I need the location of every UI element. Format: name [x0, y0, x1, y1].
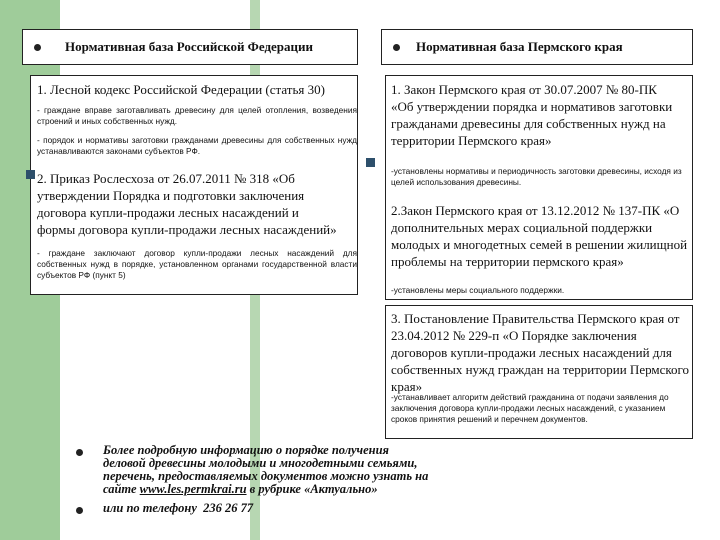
federal-item1-title: 1. Лесной кодекс Российской Федерации (статья 30): [37, 82, 325, 97]
bullet-icon: [34, 44, 41, 51]
bullet-icon: [76, 507, 83, 514]
footer-line4-prefix: сайте: [103, 482, 140, 496]
footer-info: [103, 444, 473, 496]
footer-line3: перечень, предоставляемых документов можно узнать на: [103, 469, 429, 483]
connector-square: [366, 158, 375, 167]
federal-header: Нормативная база Российской Федерации: [65, 39, 313, 54]
federal-item1-note1: - граждане вправе заготавливать древесину для целей отопления, возведения строений и иных собственных нужд.: [37, 105, 357, 126]
bullet-icon: [76, 449, 83, 456]
perm-item1-note: -установлены нормативы и периодичность заготовки древесины, исходя из целей использования древесины.: [391, 166, 682, 187]
footer-line4: [103, 483, 473, 496]
federal-item2-note: - граждане заключают договор купли-продажи лесных насаждений для собственных нужд в порядке, установленном органами государственной власти субъектов РФ (пункт 5): [37, 248, 357, 280]
perm-header: Нормативная база Пермского края: [416, 39, 623, 54]
federal-item2-title: 2. Приказ Рослесхоза от 26.07.2011 № 318 «Об утверждении Порядка и подготовки заключения договора купли-продажи лесных насаждений и формы договора купли-продажи лесных насаждений»: [37, 171, 337, 237]
bullet-icon: [393, 44, 400, 51]
perm-content-box: [385, 75, 693, 300]
perm-item1-title: 1. Закон Пермского края от 30.07.2007 № 80-ПК «Об утверждении порядка и нормативов заготовки гражданами древесины для собственных нужд на территории Пермского края»: [391, 82, 673, 148]
perm-item3-title: 3. Постановление Правительства Пермского края от 23.04.2012 № 229-п «О Порядке заключения договоров купли-продажи лесных насаждений для собственных нужд граждан на территории Пермского края»: [391, 311, 690, 394]
perm-header-box: [381, 29, 693, 65]
federal-content-box: [30, 75, 358, 295]
footer-line4-suffix: в рубрике «Актуально»: [246, 482, 378, 496]
footer-line1: Более подробную информацию о порядке получения: [103, 443, 389, 457]
footer-phone: или по телефону 236 26 77: [103, 501, 254, 515]
perm-item2-title: 2.Закон Пермского края от 13.12.2012 № 137-ПК «О дополнительных мерах социальной поддержки молодых и многодетных семей в решении жилищной проблемы на территории пермского края»: [391, 203, 688, 269]
footer-line2: деловой древесины молодыми и многодетными семьями,: [103, 456, 418, 470]
federal-header-box: [22, 29, 358, 65]
connector-square: [26, 170, 35, 179]
perm-item2-note: -установлены меры социального поддержки.: [391, 285, 565, 295]
perm-item3-note: -устанавливает алгоритм действий гражданина от подачи заявления до заключения договора купли-продажи лесных насаждений, с указанием сроков принятия решений и перечнем документов.: [391, 392, 669, 424]
perm-item3-box: [385, 305, 693, 439]
federal-item1-note2: - порядок и нормативы заготовки гражданами древесины для собственных нужд устанавливаются законами субъектов РФ.: [37, 135, 357, 156]
site-link[interactable]: www.les.permkrai.ru: [139, 482, 247, 496]
